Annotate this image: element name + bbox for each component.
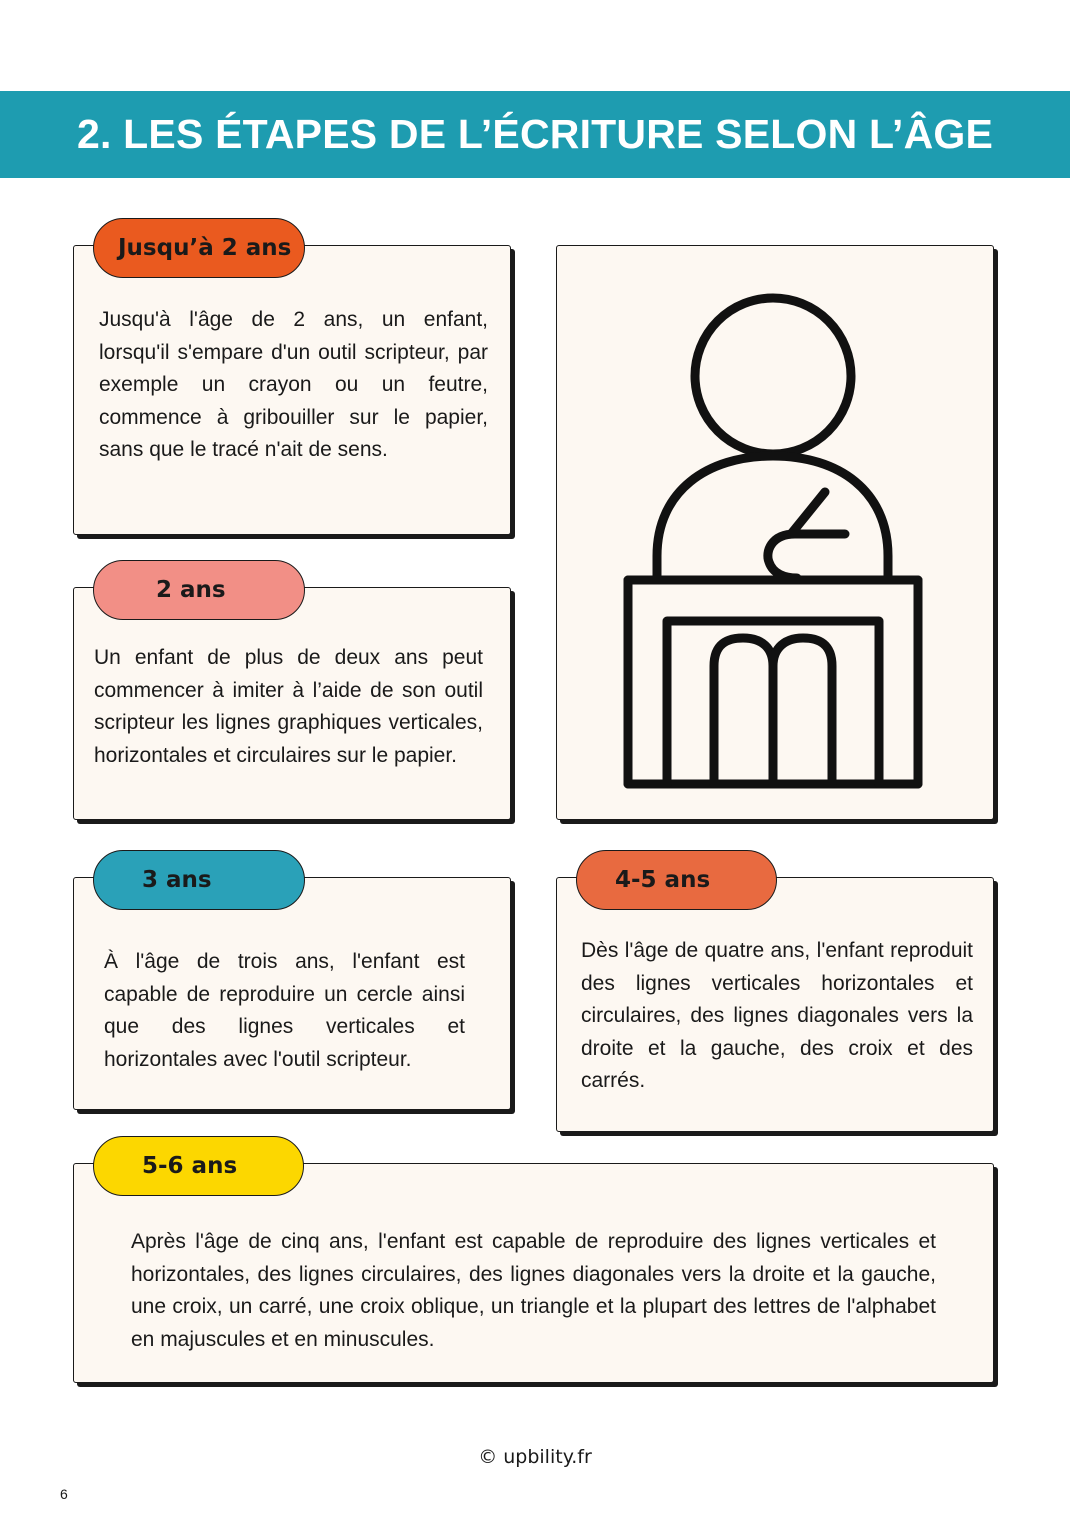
stage-label: 5-6 ans [142,1153,238,1179]
stage-label-pill [93,1136,304,1196]
page-title: 2. LES ÉTAPES DE L’ÉCRITURE SELON L’ÂGE [76,111,994,157]
child-writing-at-desk-icon [557,246,995,821]
stage-label: 3 ans [142,867,212,893]
stage-card [73,587,511,820]
stage-label-pill [576,850,777,910]
illustration-card [556,245,994,820]
stage-label: 2 ans [156,577,226,603]
stage-card [73,245,511,535]
stage-description: À l'âge de trois ans, l'enfant est capable de reproduire un cercle ainsi que des lignes verticales et horizontales avec l'outil scripteur. [104,950,465,1071]
copyright-footer: © upbility.fr [478,1446,592,1468]
stage-description: Jusqu'à l'âge de 2 ans, un enfant, lorsqu'il s'empare d'un outil scripteur, par exemple un crayon ou un feutre, commence à gribouiller sur le papier, sans que le tracé n'ait de sens. [99,308,488,461]
page-number: 6 [60,1486,68,1502]
stage-card [556,877,994,1132]
stage-label: Jusqu’à 2 ans [118,235,292,261]
stage-description: Après l'âge de cinq ans, l'enfant est capable de reproduire des lignes verticales et horizontales, des lignes circulaires, des lignes diagonales vers la droite et la gauche, une croix, un carré, une croix oblique, un triangle et la plupart des lettres de l'alphabet en majuscules et en minuscules. [131,1230,936,1351]
stage-label-pill [93,850,305,910]
stage-card [73,1163,994,1383]
stage-card [73,877,511,1110]
stage-label-pill [93,560,305,620]
stage-description: Dès l'âge de quatre ans, l'enfant reproduit des lignes verticales horizontales et circulaires, des lignes diagonales vers la droite et la gauche, des croix et des carrés. [581,939,973,1092]
title-banner [0,91,1070,178]
stage-description: Un enfant de plus de deux ans peut commencer à imiter à l’aide de son outil scripteur les lignes graphiques verticales, horizontales et circulaires sur le papier. [94,646,483,767]
stage-label-pill [93,218,305,278]
stage-label: 4-5 ans [615,867,711,893]
